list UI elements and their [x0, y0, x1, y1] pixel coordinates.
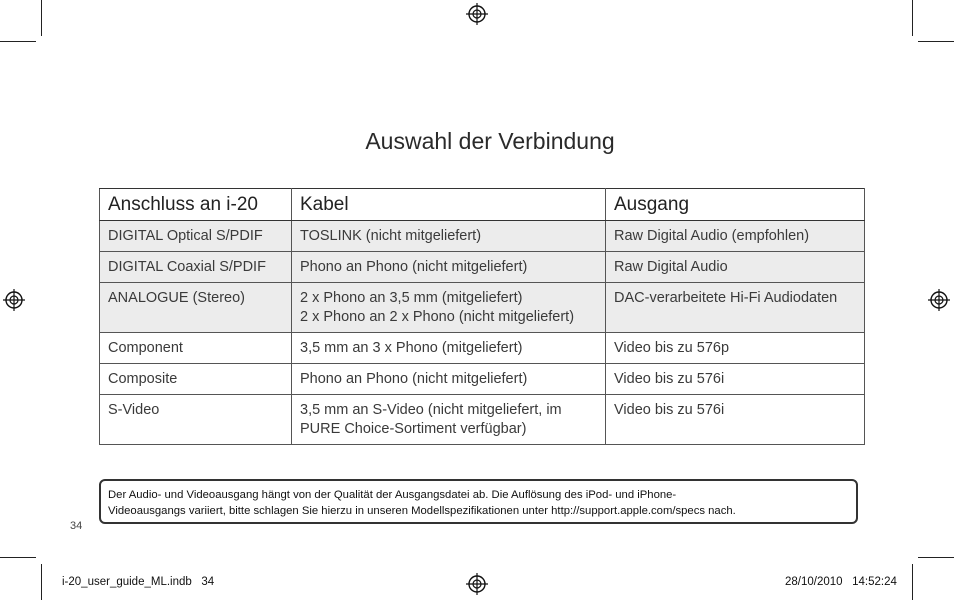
cell-connection: Component: [100, 333, 292, 364]
registration-target-icon: [928, 289, 950, 311]
header-output: Ausgang: [606, 189, 865, 221]
cable-line: Phono an Phono (nicht mitgeliefert): [300, 259, 528, 275]
cell-connection: ANALOGUE (Stereo): [100, 283, 292, 333]
crop-mark-icon: [41, 0, 42, 36]
cell-connection: DIGITAL Coaxial S/PDIF: [100, 252, 292, 283]
cell-output: DAC-verarbeitete Hi-Fi Audiodaten: [606, 283, 865, 333]
cable-line: TOSLINK (nicht mitgeliefert): [300, 228, 482, 244]
table-row: [100, 283, 865, 333]
cell-output: Raw Digital Audio (empfohlen): [606, 221, 865, 252]
cable-line: Phono an Phono (nicht mitgeliefert): [300, 371, 528, 387]
cell-connection: S-Video: [100, 395, 292, 445]
note-line: Videoausgangs variiert, bitte schlagen Sie hierzu in unseren Modellspezifikationen unter http://support.apple.com/specs nach.: [108, 505, 736, 517]
cell-connection: Composite: [100, 364, 292, 395]
page-title: Auswahl der Verbindung: [365, 128, 615, 154]
table-row: [100, 252, 865, 283]
header-cable: Kabel: [292, 189, 606, 221]
note-line: Der Audio- und Videoausgang hängt von der Qualität der Ausgangsdatei ab. Die Auflösung des iPod- und iPhone-: [108, 489, 677, 501]
cell-cable: [292, 333, 606, 364]
cell-cable: [292, 395, 606, 445]
cell-output: Raw Digital Audio: [606, 252, 865, 283]
connection-table: [99, 188, 865, 445]
cell-output: Video bis zu 576i: [606, 395, 865, 445]
table-row: [100, 395, 865, 445]
cell-output: Video bis zu 576i: [606, 364, 865, 395]
cell-cable: [292, 221, 606, 252]
cable-line: 3,5 mm an S-Video (nicht mitgeliefert, im: [300, 402, 562, 418]
crop-mark-icon: [912, 564, 913, 600]
cable-line: 2 x Phono an 3,5 mm (mitgeliefert): [300, 290, 523, 306]
cable-line: 2 x Phono an 2 x Phono (nicht mitgeliefert): [300, 309, 575, 325]
cable-line: PURE Choice-Sortiment verfügbar): [300, 421, 527, 437]
cell-cable: [292, 364, 606, 395]
cell-output: Video bis zu 576p: [606, 333, 865, 364]
cell-cable: [292, 252, 606, 283]
footer-timestamp: 28/10/2010 14:52:24: [785, 576, 897, 588]
footer-filename: i-20_user_guide_ML.indb 34: [62, 576, 215, 588]
crop-mark-icon: [918, 41, 954, 42]
crop-mark-icon: [918, 557, 954, 558]
table-row: [100, 364, 865, 395]
cell-cable: [292, 283, 606, 333]
note-box: [99, 479, 858, 524]
registration-target-icon: [3, 289, 25, 311]
table-header-row: [100, 189, 865, 221]
table-row: [100, 221, 865, 252]
crop-mark-icon: [0, 557, 36, 558]
registration-target-icon: [466, 3, 488, 25]
crop-mark-icon: [912, 0, 913, 36]
cell-connection: DIGITAL Optical S/PDIF: [100, 221, 292, 252]
crop-mark-icon: [41, 564, 42, 600]
table-row: [100, 333, 865, 364]
cable-line: 3,5 mm an 3 x Phono (mitgeliefert): [300, 340, 523, 356]
crop-mark-icon: [0, 41, 36, 42]
page-number: 34: [70, 520, 83, 532]
header-connection: Anschluss an i-20: [100, 189, 292, 221]
registration-target-icon: [466, 573, 488, 595]
